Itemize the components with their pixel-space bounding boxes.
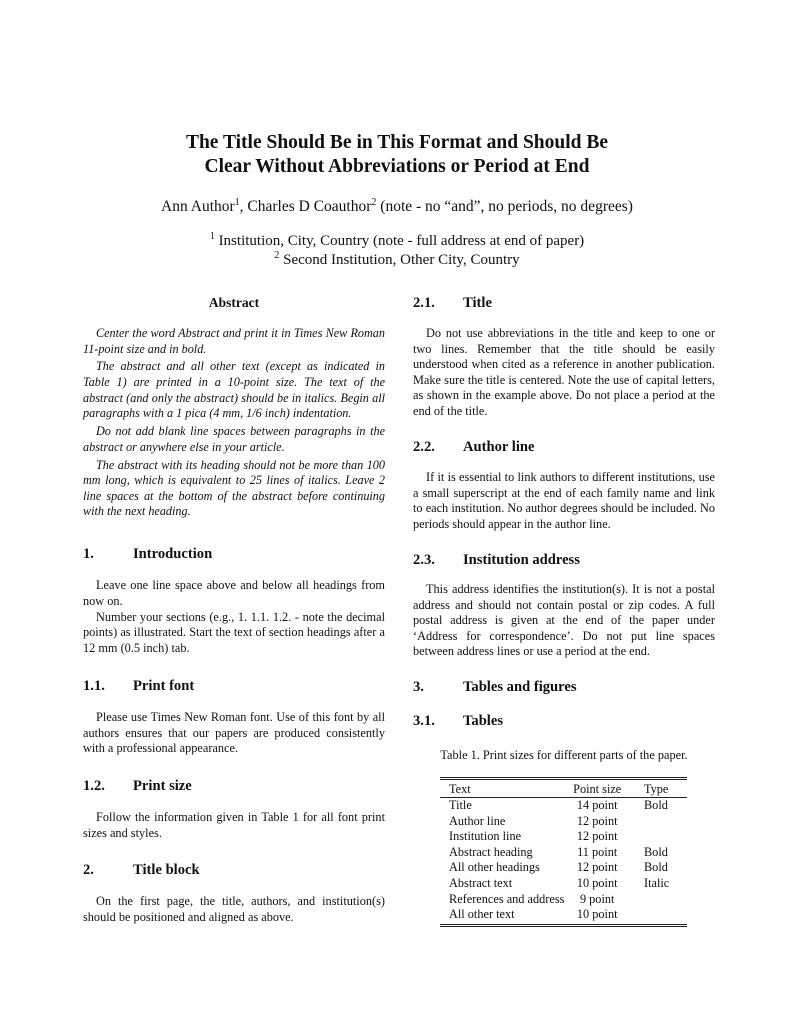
author-2-superscript: 2: [371, 197, 377, 208]
section-title: Tables and figures: [463, 679, 577, 695]
table-cell: Author line: [449, 813, 506, 828]
table-cell: [630, 907, 687, 923]
section-heading-introduction: [83, 545, 212, 563]
table-cell: Bold: [643, 860, 668, 875]
title-block-body: [83, 894, 385, 926]
table-row: [440, 814, 687, 830]
table-cell: 9 point: [579, 891, 615, 906]
institution-address-body: [413, 582, 715, 660]
table-cell: Bold: [643, 798, 668, 812]
author-line: [0, 197, 794, 217]
section-title: Title: [463, 295, 492, 311]
section-number: 2.1.: [413, 295, 435, 311]
table-cell: 14 point: [576, 798, 618, 812]
abstract-paragraph: The abstract with its heading should not be more than 100 mm long, which is equivalent to 25 lines of italics. Leave 2 line spaces at the bottom of the abstract before continuing with the next heading.: [83, 457, 385, 519]
table-cell: [630, 814, 687, 830]
table-cell: Abstract text: [449, 875, 513, 890]
body-paragraph: Follow the information given in Table 1 for all font print sizes and styles.: [83, 810, 385, 840]
body-paragraph: On the first page, the title, authors, and institution(s) should be positioned and aligned as above.: [83, 894, 385, 924]
table-header-cell: Text: [440, 782, 564, 798]
section-heading-tables: [413, 712, 503, 730]
author-line-body: [413, 470, 715, 533]
table-cell: All other headings: [449, 860, 540, 875]
table-cell: Bold: [643, 844, 668, 859]
author-1: Ann Author: [161, 198, 235, 215]
introduction-body: [83, 578, 385, 657]
abstract-paragraph: The abstract and all other text (except as indicated in Table 1) are printed in a 10-point size. The text of the abstract (and only the abstract) should be in italics. Begin all paragraphs with a 1 pica (4 mm, 1/6 inch) indentation.: [83, 359, 385, 421]
table-cell: 11 point: [577, 844, 618, 859]
section-number: 3.1.: [413, 713, 435, 729]
print-size-body: [83, 810, 385, 842]
table-row: [440, 892, 687, 908]
section-number: 1.1.: [83, 678, 105, 694]
body-paragraph: If it is essential to link authors to different institutions, use a small superscript at the end of each family name and link to each institution. No author degrees should be included. No periods should appear in the author line.: [413, 470, 715, 531]
print-font-body: [83, 710, 385, 757]
section-title: Introduction: [133, 546, 213, 562]
section-heading-author-line: [413, 438, 535, 456]
section-heading-title-block: [83, 861, 200, 879]
table-cell: References and address: [449, 891, 565, 906]
author-1-superscript: 1: [234, 197, 240, 208]
table-cell: Abstract heading: [449, 844, 533, 859]
abstract-paragraph: Center the word Abstract and print it in Times New Roman 11-point size and in bold.: [83, 326, 385, 356]
table-header-cell: Type: [630, 782, 687, 798]
table-cell: 10 point: [576, 875, 618, 890]
table-cell: All other text: [449, 907, 515, 922]
affiliations: [0, 232, 794, 270]
table-row: [440, 829, 687, 845]
section-number: 1.: [83, 546, 94, 562]
section-title: Title block: [133, 862, 200, 878]
title-section-body: [413, 326, 715, 420]
body-paragraph: Number your sections (e.g., 1. 1.1. 1.2. - note the decimal points) as illustrated. Start the text of section headings after a 12 mm (0.5 inch) tab.: [83, 609, 385, 655]
author-separator: ,: [239, 198, 248, 215]
table-caption: Table 1. Print sizes for different parts of the paper.: [440, 748, 688, 762]
section-heading-institution-address: [413, 551, 580, 569]
affiliation-1: [0, 232, 794, 251]
abstract-heading: Abstract: [208, 295, 260, 310]
table-header-cell: Point size: [564, 782, 630, 798]
section-title: Institution address: [463, 552, 580, 568]
section-title: Tables: [463, 713, 504, 729]
table-cell: 10 point: [576, 907, 618, 922]
affiliation-2: [0, 251, 794, 270]
section-number: 2.3.: [413, 552, 435, 568]
affiliation-1-text: Institution, City, Country (note - full address at end of paper): [214, 233, 585, 249]
section-number: 3.: [413, 679, 424, 695]
title-line-1: The Title Should Be in This Format and Should Be: [185, 132, 609, 153]
body-paragraph: Please use Times New Roman font. Use of this font by all authors ensures that our papers are produced consistently with a professional appearance.: [83, 710, 385, 756]
section-title: Print size: [133, 778, 192, 794]
table-cell: Institution line: [449, 829, 522, 844]
section-heading-title: [413, 294, 492, 312]
table-cell: 12 point: [576, 829, 618, 844]
affiliation-1-superscript: 1: [209, 231, 215, 242]
table-row: [440, 907, 687, 923]
abstract-body: [83, 326, 385, 522]
table-row: [440, 798, 687, 814]
body-paragraph: Do not use abbreviations in the title and keep to one or two lines. Remember that the title should be easily understood when cited as a reference in another publication. Make sure the title is centered. Note the use of capital letters, as shown in the example above. Do not place a period at the end of the title.: [413, 326, 715, 418]
table-cell: 12 point: [576, 813, 618, 828]
section-number: 2.: [83, 862, 94, 878]
author-2: Charles D Coauthor: [247, 198, 372, 215]
table-cell: 12 point: [576, 860, 618, 875]
table-cell: [630, 892, 687, 908]
section-title: Print font: [133, 678, 195, 694]
abstract-paragraph: Do not add blank line spaces between paragraphs in the abstract or anywhere else in your article.: [83, 424, 385, 454]
body-paragraph: This address identifies the institution(s). It is not a postal address and should not contain postal or zip codes. A full postal address is given at the end of the paper under ‘Address for correspondence’. Do not put line spaces between address lines or use a period at the end.: [413, 582, 715, 659]
table-cell: Title: [449, 798, 472, 812]
body-paragraph: Leave one line space above and below all headings from now on.: [83, 578, 385, 608]
table-row: [440, 860, 687, 876]
table-cell: [630, 829, 687, 845]
print-sizes-table: [440, 777, 687, 927]
author-note: (note - no “and”, no periods, no degrees): [376, 198, 633, 215]
section-heading-print-font: [83, 677, 194, 695]
affiliation-2-superscript: 2: [274, 250, 280, 261]
paper-title: [0, 131, 794, 179]
section-number: 1.2.: [83, 778, 105, 794]
table-header-row: [440, 782, 687, 798]
affiliation-2-text: Second Institution, Other City, Country: [279, 252, 520, 268]
table-cell: Italic: [643, 875, 670, 890]
section-heading-print-size: [83, 777, 192, 795]
section-heading-tables-and-figures: [413, 678, 577, 696]
title-line-2: Clear Without Abbreviations or Period at End: [204, 156, 590, 177]
section-title: Author line: [463, 439, 535, 455]
table-row: [440, 845, 687, 861]
table-row: [440, 876, 687, 892]
section-number: 2.2.: [413, 439, 435, 455]
